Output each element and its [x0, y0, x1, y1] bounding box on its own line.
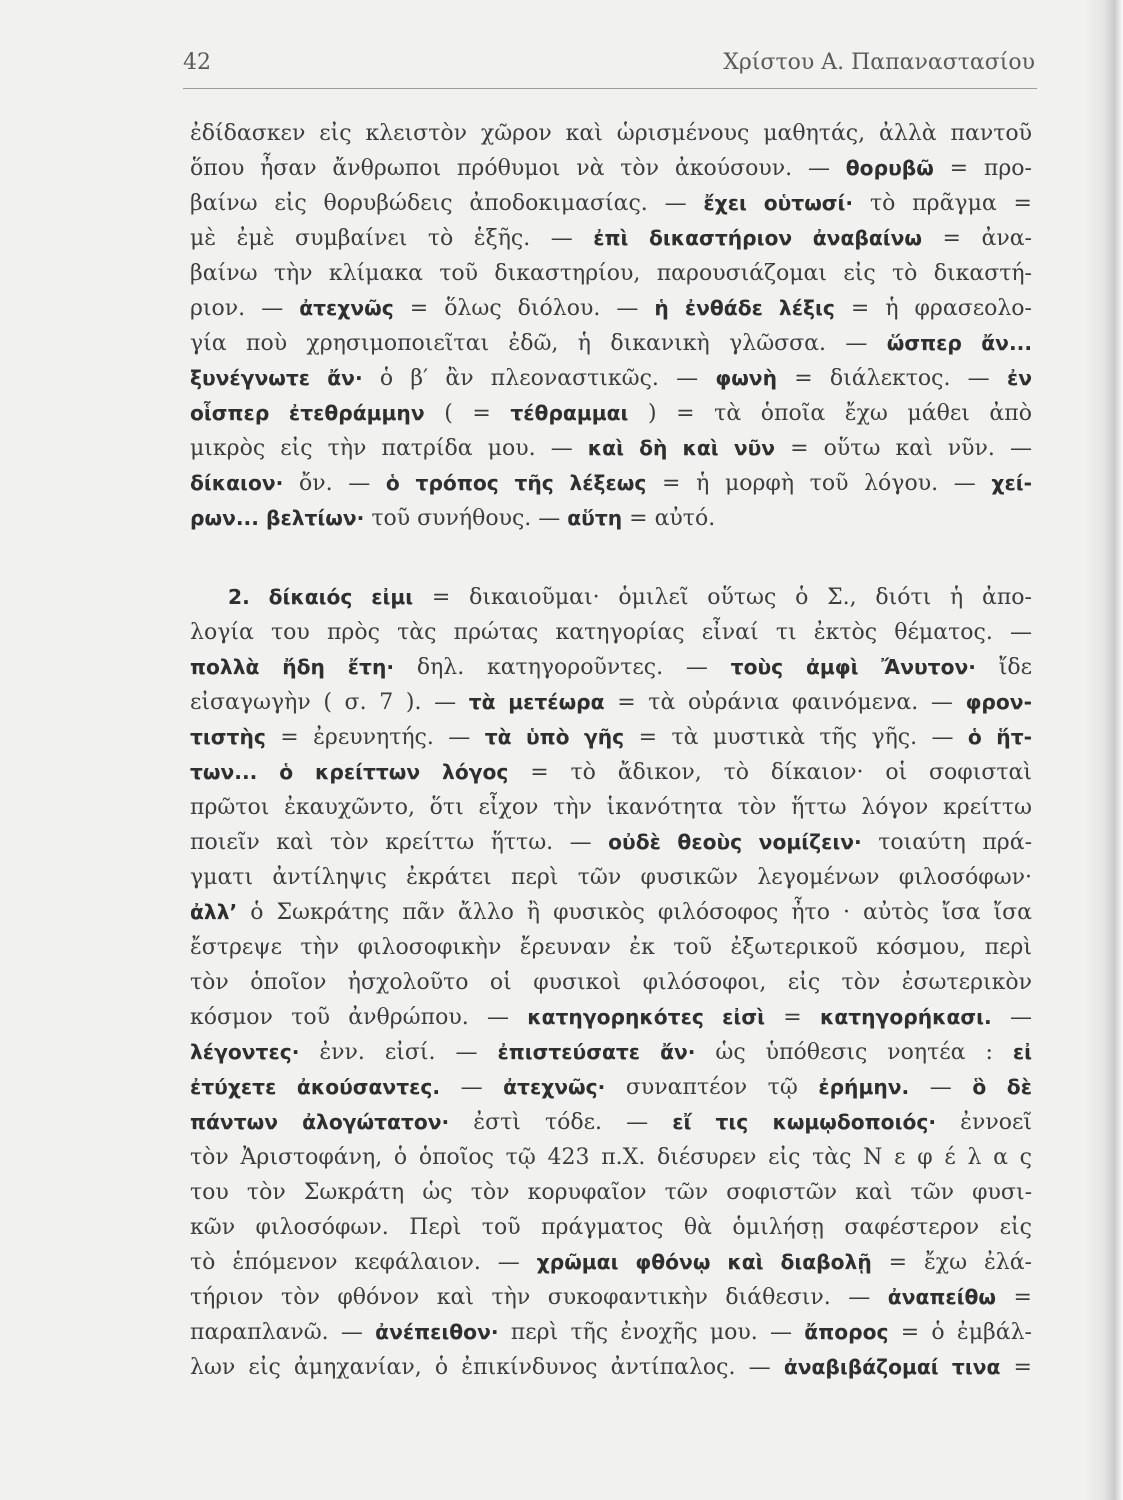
bold-term: ἀναβιβάζομαί τινα [783, 1355, 1001, 1379]
text-line [190, 501, 1032, 536]
bold-term: ἄπορος [804, 1320, 889, 1344]
text-line [190, 396, 1032, 431]
bold-term: ἀτεχνῶς [299, 296, 394, 320]
text-run: ὁ β′ ἂν πλεοναστικῶς. — [362, 366, 716, 391]
text-run: = ὁ ἐμβάλ- [888, 1320, 1032, 1345]
text-run: — [991, 1005, 1033, 1030]
text-line [190, 1350, 1032, 1385]
bold-term: ρων... βελτίων· [190, 506, 365, 530]
text-run: = [996, 1285, 1032, 1310]
text-run: = οὕτω καὶ νῦν. — [775, 436, 1032, 461]
text-run: ριον. — [190, 296, 300, 321]
text-run: συναπτέον τῷ [605, 1075, 819, 1100]
bold-term: ὁ τρόπος τῆς λέξεως [385, 471, 647, 495]
text-run: τοιαύτη πρά- [861, 830, 1033, 855]
text-line [190, 720, 1032, 755]
bold-term: τοὺς ἀμφὶ Ἄνυτον· [730, 655, 976, 679]
commentary-paragraph-1 [190, 116, 1032, 536]
text-run: = ὅλως διόλου. — [393, 296, 655, 321]
text-run: ἐνν. εἰσί. — [299, 1040, 498, 1065]
text-run: = [1000, 1355, 1032, 1380]
text-line [190, 1140, 1032, 1175]
text-run: λογία του πρὸς τὰς πρώτας κατηγορίας εἶναί τι ἐκτὸς θέματος. — [190, 620, 1032, 645]
bold-term: ὥσπερ ἄν... [886, 331, 1033, 355]
text-run: εἰσαγωγὴν ( σ. 7 ). — [190, 690, 469, 715]
text-line [190, 965, 1032, 1000]
text-line [190, 1280, 1032, 1315]
bold-term: ἐπὶ δικαστήριον ἀναβαίνω [593, 226, 922, 250]
text-line [190, 1070, 1032, 1105]
bold-term: εἰ [1012, 1040, 1032, 1064]
text-line [190, 1315, 1032, 1350]
text-line [190, 1035, 1032, 1070]
commentary-paragraph-2 [190, 580, 1032, 1385]
text-run: = διάλεκτος. — [776, 366, 1007, 391]
text-run: ἐδίδασκεν εἰς κλειστὸν χῶρον καὶ ὡρισμένους μαθητάς, ἀλλὰ παντοῦ [190, 121, 1032, 146]
bold-term: ὁ ἥτ- [967, 725, 1032, 749]
text-line [190, 1105, 1032, 1140]
text-line [190, 895, 1032, 930]
text-line [190, 650, 1032, 685]
text-line [190, 291, 1032, 326]
text-line [190, 930, 1032, 965]
text-line [190, 825, 1032, 860]
bold-term: ὃ δὲ [972, 1075, 1032, 1099]
text-line [190, 431, 1032, 466]
text-run: ὄν. — [283, 471, 386, 496]
text-line [190, 151, 1032, 186]
bold-term: φρον- [965, 690, 1032, 714]
text-run: ἴδε [975, 655, 1032, 680]
text-run: = ἡ φρασεολο- [834, 296, 1032, 321]
text-run: — [440, 1075, 504, 1100]
text-run: = αὐτό. [622, 506, 716, 531]
text-run: περὶ τῆς ἐνοχῆς μου. — [498, 1320, 805, 1345]
text-run: = προ- [933, 156, 1032, 181]
text-run: μικρὸς εἰς τὴν πατρίδα μου. — [190, 436, 588, 461]
text-run: τὸ πρᾶγμα = [853, 191, 1032, 216]
text-run: ποιεῖν καὶ τὸν κρείττω ἥττω. — [190, 830, 609, 855]
bold-term: ἐν [1006, 366, 1032, 390]
bold-term: εἴ τις κωμῳδοποιός· [672, 1110, 937, 1134]
bold-term: ἀτεχνῶς· [503, 1075, 606, 1099]
text-line [190, 116, 1032, 151]
bold-term: χεί- [991, 471, 1032, 495]
bold-term: αὕτη [567, 506, 623, 530]
text-run: = τὰ μυστικὰ τῆς γῆς. — [624, 725, 968, 750]
text-line [190, 1210, 1032, 1245]
bold-term: τιστὴς [190, 725, 266, 749]
text-run: δηλ. κατηγοροῦντες. — [394, 655, 731, 680]
text-run: ἐννοεῖ [936, 1110, 1032, 1135]
text-run: βαίνω τὴν κλίμακα τοῦ δικαστηρίου, παρουσιάζομαι εἰς τὸ δικαστή- [190, 261, 1032, 286]
bold-term: οὐδὲ θεοὺς νομίζειν· [608, 830, 862, 854]
page-edge-shadow [1085, 0, 1123, 1500]
running-title: Χρίστου Α. Παπαναστασίου [723, 49, 1035, 75]
text-line [190, 326, 1032, 361]
bold-term: καὶ δὴ καὶ νῦν [587, 436, 776, 460]
text-run: τὸ ἑπόμενον κεφάλαιον. — [190, 1250, 537, 1275]
text-run: = τὸ ἄδικον, τὸ δίκαιον· οἱ σοφισταὶ [508, 760, 1033, 785]
page-header [183, 44, 1035, 80]
text-run: ( = [424, 401, 511, 426]
text-line [190, 1000, 1032, 1035]
text-run: ὁ Σωκράτης πᾶν ἄλλο ἢ φυσικὸς φιλόσοφος ἦτο · αὐτὸς ἴσα ἴσα [237, 900, 1032, 925]
bold-term: ἔχει οὑτωσί· [703, 191, 854, 215]
bold-term: θορυβῶ [845, 156, 934, 180]
bold-term: ἐπιστεύσατε ἄν· [497, 1040, 696, 1064]
text-run: κόσμον τοῦ ἀνθρώπου. — [190, 1005, 528, 1030]
text-run: ὡς ὑπόθεσις νοητέα : [695, 1040, 1013, 1065]
bold-term: πάντων ἀλογώτατον· [190, 1110, 450, 1134]
text-run: = ἡ μορφὴ τοῦ λόγου. — [646, 471, 992, 496]
bold-term: ἀναπείθω [887, 1285, 997, 1309]
text-run: ἐστὶ τόδε. — [449, 1110, 673, 1135]
text-line [190, 755, 1032, 790]
text-line [190, 221, 1032, 256]
text-run: κῶν φιλοσόφων. Περὶ τοῦ πράγματος θὰ ὁμιλήσῃ σαφέστερον εἰς [190, 1215, 1032, 1240]
text-run: τὸν ὁποῖον ἠσχολοῦτο οἱ φυσικοὶ φιλόσοφοι, εἰς τὸν ἐσωτερικὸν [190, 970, 1032, 995]
bold-term: ἡ ἐνθάδε λέξις [654, 296, 835, 320]
bold-term: 2. δίκαιός εἰμι [228, 585, 414, 609]
text-run: μὲ ἐμὲ συμβαίνει τὸ ἑξῆς. — [190, 226, 594, 251]
text-run: λων εἰς ἀμηχανίαν, ὁ ἐπικίνδυνος ἀντίπαλος. — [190, 1355, 784, 1380]
bold-term: τὰ ὑπὸ γῆς [484, 725, 625, 749]
text-run: ὅπου ἦσαν ἄνθρωποι πρόθυμοι νὰ τὸν ἀκούσουν. — [190, 156, 846, 181]
text-line [190, 685, 1032, 720]
text-run: = [764, 1005, 820, 1030]
text-line [190, 1175, 1032, 1210]
bold-term: ξυνέγνωτε ἄν· [190, 366, 363, 390]
text-run: = δικαιοῦμαι· ὁμιλεῖ οὕτως ὁ Σ., διότι ἡ ἀπο- [413, 585, 1032, 610]
bold-term: κατηγορηκότες εἰσὶ [527, 1005, 765, 1029]
bold-term: ἀλλ’ [190, 900, 238, 924]
text-run: ) = τὰ ὁποῖα ἔχω μάθει ἀπὸ [628, 401, 1032, 426]
text-run: βαίνω εἰς θορυβώδεις ἀποδοκιμασίας. — [190, 191, 704, 216]
text-line [190, 186, 1032, 221]
bold-term: ἐτύχετε ἀκούσαντες. [190, 1075, 441, 1099]
bold-term: φωνὴ [715, 366, 777, 390]
text-line [190, 256, 1032, 291]
text-run: γία ποὺ χρησιμοποιεῖται ἐδῶ, ἡ δικανικὴ γλῶσσα. — [190, 331, 887, 356]
bold-term: κατηγορήκασι. [819, 1005, 992, 1029]
text-run: = ἔχω ἐλά- [871, 1250, 1032, 1275]
text-run: παραπλανῶ. — [190, 1320, 376, 1345]
text-line [190, 580, 1032, 615]
bold-term: τὰ μετέωρα [468, 690, 605, 714]
bold-term: ἀνέπειθον· [375, 1320, 499, 1344]
bold-term: οἷσπερ ἐτεθράμμην [190, 401, 425, 425]
text-run: του τὸν Σωκράτη ὡς τὸν κορυφαῖον τῶν σοφιστῶν καὶ τῶν φυσι- [190, 1180, 1032, 1205]
text-run: = ἐρευνητής. — [265, 725, 485, 750]
text-line [190, 790, 1032, 825]
bold-term: των... ὁ κρείττων λόγος [190, 760, 509, 784]
bold-term: λέγοντες· [190, 1040, 300, 1064]
bold-term: τέθραμμαι [510, 401, 629, 425]
text-line [190, 860, 1032, 895]
text-run: ἔστρεψε τὴν φιλοσοφικὴν ἔρευναν ἐκ τοῦ ἐξωτερικοῦ κόσμου, περὶ [190, 935, 1032, 960]
text-run: τὸν Ἀριστοφάνη, ὁ ὁποῖος τῷ 423 π.Χ. διέσυρεν εἰς τὰς Ν ε φ έ λ α ς [190, 1145, 1032, 1170]
text-run: πρῶτοι ἐκαυχῶντο, ὅτι εἶχον τὴν ἱκανότητα τὸν ἥττω λόγον κρείττω [190, 795, 1032, 820]
text-line [190, 1245, 1032, 1280]
text-run: τοῦ συνήθους. — [364, 506, 568, 531]
page-number: 42 [183, 49, 211, 75]
bold-term: πολλὰ ἤδη ἔτη· [190, 655, 395, 679]
text-line [190, 466, 1032, 501]
text-line [190, 615, 1032, 650]
text-run: τήριον τὸν φθόνον καὶ τὴν συκοφαντικὴν διάθεσιν. — [190, 1285, 888, 1310]
bold-term: ἐρήμην. [818, 1075, 910, 1099]
header-rule [183, 88, 1037, 89]
bold-term: δίκαιον· [190, 471, 284, 495]
text-run: = ἀνα- [921, 226, 1032, 251]
text-run: = τὰ οὐράνια φαινόμενα. — [604, 690, 966, 715]
text-run: γματι ἀντίληψις ἐκράτει περὶ τῶν φυσικῶν λεγομένων φιλοσόφων· [190, 865, 1032, 890]
bold-term: χρῶμαι φθόνῳ καὶ διαβολῇ [536, 1250, 872, 1274]
text-run: — [909, 1075, 973, 1100]
text-line [190, 361, 1032, 396]
